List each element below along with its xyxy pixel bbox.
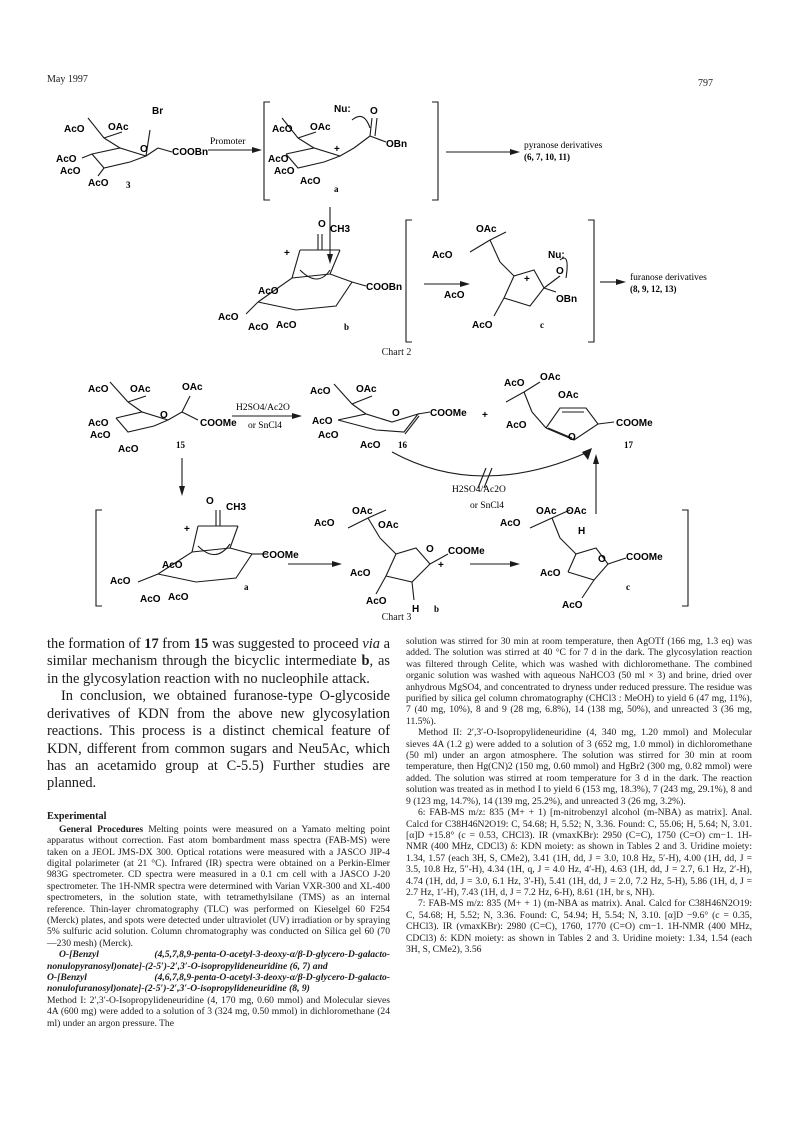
c-aco-3: AcO [472,320,493,331]
b-aco-1: AcO [258,286,279,297]
c17-coome: COOMe [616,418,653,429]
c15-aco-3: AcO [90,430,111,441]
c3-aco-1: AcO [500,518,521,529]
c16-aco-1: AcO [310,386,331,397]
cpd3-aco-4: AcO [88,178,109,189]
c16-aco-2: AcO [312,416,333,427]
c16-oac: OAc [356,384,377,395]
cpd15-a-label: a [244,582,249,592]
c3-coome: COOMe [626,552,663,563]
c3-o: O [598,554,606,565]
cpd16-ring [338,414,418,432]
c-plus: + [524,274,530,285]
cpd15-c-label: c [626,582,630,592]
text-run: , as in the glycosylation reaction with no nucleophile attack. [47,653,390,687]
a3-plus: + [184,524,190,535]
b-coobn: COOBn [366,282,403,293]
b3-coome: COOMe [448,546,485,557]
plus-sign: + [482,410,488,421]
cpd-a-label: a [334,184,339,194]
c15-coome: COOMe [200,418,237,429]
b-o: O [318,219,326,230]
c15-aco-1: AcO [88,384,109,395]
c3-aco-2: AcO [540,568,561,579]
c3-aco-3: AcO [562,600,583,611]
cpd-b-label: b [344,322,350,332]
cpd15-number: 15 [176,440,185,450]
cpd3-number: 3 [126,180,131,190]
compound-ref: b [361,653,370,670]
experimental-heading: Experimental [47,810,107,822]
a3-aco-1: AcO [162,560,183,571]
cpd15-b-label: b [434,604,440,614]
cpd3-aco-2: AcO [56,154,77,165]
text-run: was suggested to proceed [208,636,363,652]
paragraph-general-procedures [47,824,390,949]
c16-aco-4: AcO [360,440,381,451]
c17-oac-1: OAc [540,372,561,383]
chart3-scheme [0,368,793,630]
a-aco-4: AcO [300,176,321,187]
a3-aco-2: AcO [110,576,131,587]
c-obn: OBn [556,294,578,305]
paragraph-mechanism [47,636,390,688]
a3-aco-4: AcO [168,592,189,603]
b3-plus: + [438,560,444,571]
b3-h: H [412,604,420,615]
paragraph-method-1-cont: solution was stirred for 30 min at room temperature, then AgOTf (166 mg, 1.3 eq) was added. The solution was stirred at 40 °C for 7 d in the dark. The glycosylation reaction was filtered through Celite, which was washed with dichloromethane. The combined organic solution was washed with aqueous NaHCO3 (50 ml × 3) and brine, dried over anhydrous MgSO4, and concentrated to dryness under reduced pressure. The residue was purified by silica gel column chromatography (CHCl3 : MeOH) to yield 6 (47 mg, 11%), 7 (40 mg, 10%), 8 and 9 (28 mg, 6.8%), 14 (138 mg, 50%), and unreacted 3 (36 mg, 11.5%). [406,636,752,727]
cpd16-number: 16 [398,440,407,450]
a-obn: OBn [386,139,408,150]
b-aco-4: AcO [276,320,297,331]
b3-aco-2: AcO [350,568,371,579]
cpd3-aco-1: AcO [64,124,85,135]
paragraph-conclusion: In conclusion, we obtained furanose-type O-glycoside derivatives of KDN from the above new glycosylation reactions. This process is a distinct chemical feature of KDN, different from common sugars and Neu5Ac, which has an acetamido group at C-5.5) Further studies are planned. [47,688,390,792]
c-aco-1: AcO [432,250,453,261]
a3-aco-3: AcO [140,594,161,605]
b3-aco-3: AcO [366,596,387,607]
a-plus: + [334,144,340,155]
cpd3-aco-3: AcO [60,166,81,177]
compound-title-1: O-[Benzyl (4,5,7,8,9-penta-O-acetyl-3-deoxy-α/β-D-glycero-D-galacto-nonulopyranosyl)onate]-(2-5′)-2′,3′-O-isopropylideneuridine (6, 7) and [47,949,390,972]
b-ch3: CH3 [330,224,351,235]
cpd15-intermediate-b [386,548,430,582]
text-run: Melting points were measured on a Yamato melting point apparatus without correction. Fast atom bombardment mass spectra (FAB-MS) were taken on a JEOL JMS-DX 300. Optical rotations were measured with a JASCO JIP-4 digital polarimeter (at 21 °C). Infrared (IR) spectra were obtained on a Perkin-Elmer 983G spectrometer. CD spectra were measured in a 0.1 cm cell with a JASCO J-20 spectrometer. The 1H-NMR spectra were determined with Varian VXR-300 and XL-400 spectrometers, in the solution state, with tetramethylsilane (TMS) as an internal reference. Thin-layer chromatography (TLC) was performed on Kieselgel 60 F254 (Merck) plates, and spots were detected under ultraviolet (UV) irradiation or by spraying 5% sulfuric acid solution. Column chromatography was conducted on Silica gel 60 (70—230 mesh) (Merck). [47,823,390,949]
b-aco-2: AcO [218,312,239,323]
c16-coome: COOMe [430,408,467,419]
compound-ref: 15 [193,636,209,652]
a-aco: AcO [272,124,293,135]
cpd-c-label: c [540,320,544,330]
c16-aco-3: AcO [318,430,339,441]
pyranose-compounds: (6, 7, 10, 11) [524,152,570,162]
c15-oac-1: OAc [130,384,151,395]
c16-o: O [392,408,400,419]
a3-ch3: CH3 [226,502,247,513]
c3-oac-1: OAc [536,506,557,517]
c3-h: H [578,526,586,537]
reagent-1b: or SnCl4 [248,421,283,431]
a3-o: O [206,496,214,507]
b3-oac-2: OAc [378,520,399,531]
b-plus: + [284,248,290,259]
running-header: May 1997 [47,74,88,85]
b3-aco-1: AcO [314,518,335,529]
furanose-compounds: (8, 9, 12, 13) [630,284,677,294]
c-nu: Nu: [548,250,565,261]
reagent-2b: or SnCl4 [470,501,505,511]
c17-aco-2: AcO [506,420,527,431]
furanose-label: furanose derivatives [630,273,707,283]
chart2-scheme [0,92,793,362]
paragraph-compound-6: 6: FAB-MS m/z: 835 (M+ + 1) [m-nitrobenzyl alcohol (m-NBA) as matrix]. Anal. Calcd for C38H46N2O19: C, 54.68; H, 5.52; N, 3.36. Found: C, 55.06; H, 5.64; N, 3.01. [α]D +15.8° (c = 0.53, CHCl3). IR (νmaxKBr): 2950 (C=C), 1750 (C=O) cm−1. 1H-NMR (400 MHz, CDCl3) δ: KDN moiety: as shown in Tables 2 and 3. Uridine moiety: 1.34, 1.57 (each 3H, S, CMe2), 3.41 (1H, dd, J = 3.0, 10.8 Hz, 5′-H), 4.00 (1H, dd, J = 3.5, 10.8 Hz, 5″-H), 4.34 (1H, q, J = 4.0 Hz, 4′-H), 4.63 (1H, dd, J = 2.7, 6.1 Hz, 2′-H), 4.74 (1H, dd, J = 3.0, 6.1 Hz, 3′-H), 5.41 (1H, dd, J = 2.0, 7.2 Hz, 5-H), 5.86 (1H, d, J = 2.7 Hz, 1′-H), 7.43 (1H, d, J = 7.2 Hz, 6-H), 8.61 (1H, br s, NH). [406,807,752,898]
text-run: from [158,636,194,652]
cpd3-coobn: COOBn [172,147,209,158]
c15-aco-4: AcO [118,444,139,455]
section-title: General Procedures [59,823,144,835]
promoter-label: Promoter [210,137,246,147]
right-column [406,636,752,955]
cpd3-ring [92,148,158,156]
cpd3-o: O [140,144,148,155]
c17-oac-2: OAc [558,390,579,401]
a-o: O [370,106,378,117]
c15-aco-2: AcO [88,418,109,429]
chart3-caption: Chart 3 [381,612,412,623]
text-run: a similar mechanism through the bicyclic intermediate [47,636,390,670]
b-aco-3: AcO [248,322,269,333]
b3-o: O [426,544,434,555]
a-oac: OAc [310,122,331,133]
paragraph-method-2: Method II: 2′,3′-O-Isopropylideneuridine (4, 340 mg, 1.20 mmol) and Molecular sieves 4A (1.2 g) were added to a solution of 3 (652 mg, 1.0 mmol) in dichloromethane (50 ml) under an argon atmosphere. The solution was stirred for 30 min at room temperature, then Hg(CN)2 (150 mg, 0.60 mmol) and HgBr2 (300 mg, 0.82 mmol) were added. The solution was stirred at room temperature for 3 d in the dark. The reaction solution was treated as in method I to yield 6 (153 mg, 18.3%), 7 (243 mg, 29.1%), 8 and 9 (123 mg, 14.7%), 14 (139 mg, 25.2%), and unreacted 3 (26 mg, 3.2%). [406,727,752,807]
reagent-2: H2SO4/Ac2O [452,485,506,495]
reagent-1: H2SO4/Ac2O [236,403,290,413]
a-nu: Nu: [334,104,351,115]
compound-ref: 17 [144,636,159,652]
cpd3-br: Br [152,106,164,117]
c15-oac-2: OAc [182,382,203,393]
a-aco-2: AcO [268,154,289,165]
pyranose-label: pyranose derivatives [524,141,603,151]
a3-coome: COOMe [262,550,299,561]
text-run: via [362,636,380,652]
c17-o: O [568,432,576,443]
b3-oac-1: OAc [352,506,373,517]
page-number: 797 [698,78,713,89]
paragraph-method-1: Method I: 2′,3′-O-Isopropylideneuridine (4, 170 mg, 0.60 mmol) and Molecular sieves 4A (600 mg) were added to a solution of 3 (324 mg, 0.50 mmol) in dichloromethane (24 ml) under an argon pressure. The [47,994,390,1029]
cpd3-oac: OAc [108,122,129,133]
c-aco-2: AcO [444,290,465,301]
c-o: O [556,266,564,277]
compound-title-2: O-[Benzyl (4,6,7,8,9-penta-O-acetyl-3-deoxy-α/β-D-glycero-D-galacto-nonulofuranosyl)onate]-(2-5′)-2′,3′-O-isopropylideneuridine (8, 9) [47,972,390,995]
paragraph-compound-7: 7: FAB-MS m/z: 835 (M+ + 1) (m-NBA as matrix). Anal. Calcd for C38H46N2O19: C, 54.68; H, 5.52; N, 3.36. Found: C, 54.94; H, 5.54; N, 3.10. [α]D −9.6° (c = 0.35, CHCl3). IR (νmaxKBr): 2980 (C=C), 1760, 1770 (C=O) cm−1. 1H-NMR (400 MHz, CDCl3) δ: KDN moiety: as shown in Tables 2 and 3. Uridine moiety: 1.34, 1.54 (each 3H, S, CMe2), 3.56 [406,898,752,955]
cpd17-number: 17 [624,440,633,450]
left-column [47,636,390,1029]
text-run: the formation of [47,636,145,652]
c17-aco-1: AcO [504,378,525,389]
a-aco-3: AcO [274,166,295,177]
chart2-caption: Chart 2 [381,347,412,358]
cpd15-ring [116,412,182,420]
c-oac: OAc [476,224,497,235]
c15-o: O [160,410,168,421]
c3-oac-2: OAc [566,506,587,517]
intermediate-a-ring [286,148,354,156]
